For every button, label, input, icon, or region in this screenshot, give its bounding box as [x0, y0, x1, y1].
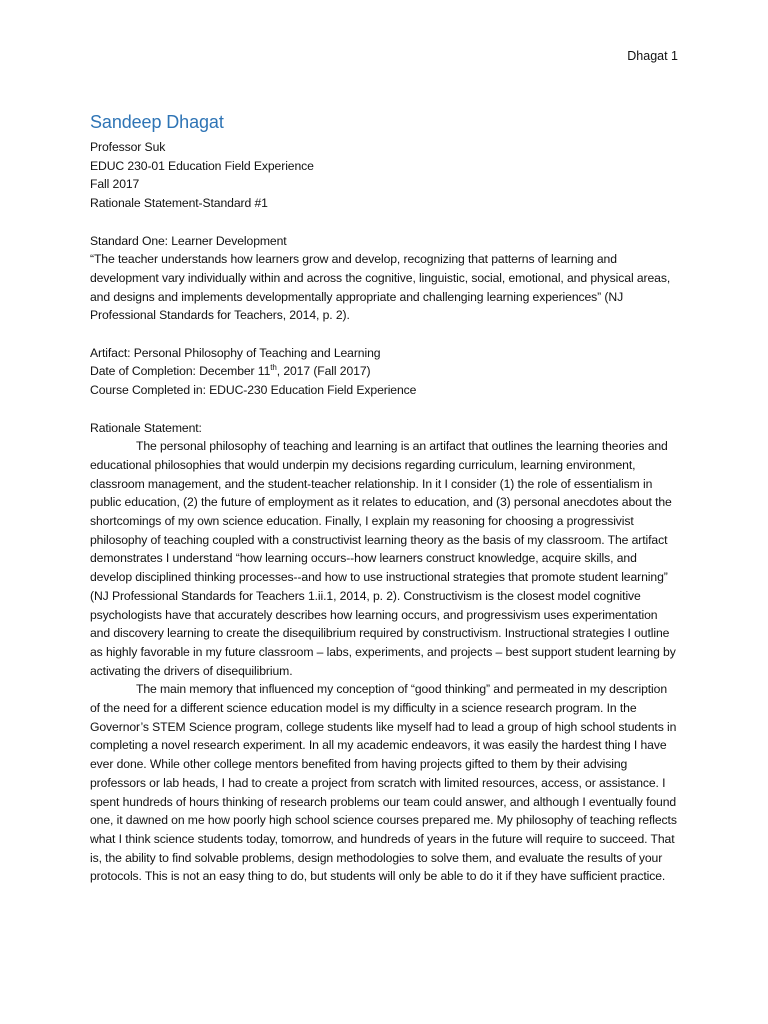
rationale-label: Rationale Statement:: [90, 420, 202, 435]
artifact-line: Artifact: Personal Philosophy of Teaching and Learning: [90, 345, 381, 360]
standard-label: Standard One: Learner Development: [90, 233, 287, 248]
document-title: Rationale Statement-Standard #1: [90, 196, 268, 211]
completion-date-line: [90, 362, 680, 381]
completion-ordinal: th: [270, 363, 277, 373]
author-name: Sandeep Dhagat: [90, 112, 224, 132]
spacer: [90, 213, 680, 232]
spacer: [90, 325, 680, 344]
course-line: EDUC 230-01 Education Field Experience: [90, 158, 314, 173]
running-head: Dhagat 1: [627, 49, 678, 63]
rationale-paragraph-1: The personal philosophy of teaching and learning is an artifact that outlines the learning theories and educational philosophies that would underpin my decisions regarding curriculum, learning environment, classroom management, and the student-teacher relationship. In it I consider (1) the role of essentialism in public education, (2) the future of employment as it relates to education, and (3) personal anecdotes about the shortcomings of my own science education. Finally, I explain my reasoning for choosing a progressivist philosophy of teaching coupled with a constructivist learning theory as the basis of my classroom. The artifact demonstrates I understand “how learning occurs--how learners construct knowledge, acquire skills, and develop disciplined thinking processes--and how to use instructional strategies that promote student learning” (NJ Professional Standards for Teachers 1.ii.1, 2014, p. 2). Constructivism is the closest model cognitive psychologists have that accurately describes how learning occurs, and progressivism uses experimentation and discovery learning to create the disequilibrium required by constructivism. Instructional strategies I outline as highly favorable in my future classroom – labs, experiments, and projects – best support student learning by activating the drivers of disequilibrium.: [90, 439, 676, 678]
rationale-paragraph-2: The main memory that influenced my conception of “good thinking” and permeated in my description of the need for a different science education model is my difficulty in a science research program. In the Governor’s STEM Science program, college students like myself had to lead a group of high school students in completing a novel research experiment. In all my academic endeavors, it was easily the hardest thing I have ever done. While other college mentors benefited from having projects gifted to them by their advising professors or lab heads, I had to create a project from scratch with limited resources, access, or assistance. I spent hundreds of hours thinking of research problems our team could answer, and although I eventually found one, it dawned on me how poorly high school science courses prepared me. My philosophy of teaching reflects what I think science students today, tomorrow, and hundreds of years in the future will require to succeed. That is, the ability to find solvable problems, design methodologies to solve them, and evaluate the results of your protocols. This is not an easy thing to do, but students will only be able to do it if they have sufficient practice.: [90, 682, 677, 884]
spacer: [90, 400, 680, 419]
course-completed-line: Course Completed in: EDUC-230 Education Field Experience: [90, 383, 417, 398]
standard-quote: “The teacher understands how learners grow and develop, recognizing that patterns of learning and development vary individually within and across the cognitive, linguistic, social, emotional, and physical areas, and designs and implements developmentally appropriate and challenging learning experiences” (NJ Professional Standards for Teachers, 2014, p. 2).: [90, 252, 671, 323]
document-body: [90, 110, 680, 886]
term-line: Fall 2017: [90, 177, 140, 192]
professor-line: Professor Suk: [90, 140, 166, 154]
completion-suffix: , 2017 (Fall 2017): [276, 364, 371, 379]
completion-prefix: Date of Completion: December 11: [90, 364, 271, 379]
